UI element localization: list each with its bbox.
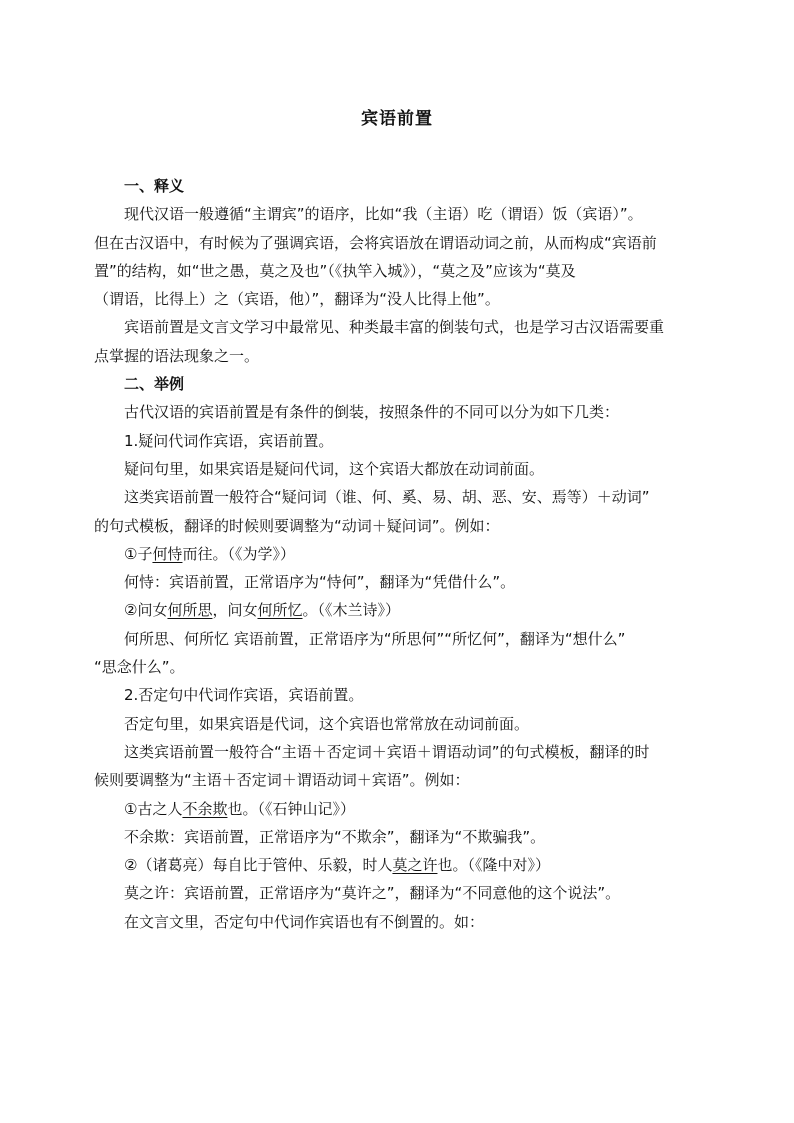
text-run: ①古之人 xyxy=(124,799,183,818)
text-line xyxy=(94,342,706,370)
text-line xyxy=(94,795,706,823)
underlined-phrase: 何所忆 xyxy=(257,601,303,620)
text-run: 这类宾语前置一般符合“疑问词（谁、何、奚、易、胡、恶、安、焉等）＋动词” xyxy=(124,488,650,507)
text-run: 一、释义 xyxy=(124,177,185,195)
text-run: “思念什么”。 xyxy=(94,658,185,677)
text-line xyxy=(94,229,706,257)
text-run: 古代汉语的宾语前置是有条件的倒装，按照条件的不同可以分为如下几类： xyxy=(124,403,620,422)
text-run: （谓语，比得上）之（宾语，他）”，翻译为“没人比得上他”。 xyxy=(94,290,500,309)
text-line xyxy=(94,908,706,936)
text-run: ①子 xyxy=(124,544,153,563)
text-run: 置”的结构，如“世之愚，莫之及也”（《执竿入城》），“莫之及”应该为“莫及 xyxy=(94,261,576,280)
text-line xyxy=(94,257,706,285)
underlined-phrase: 莫之许 xyxy=(392,856,438,875)
section-heading xyxy=(94,172,706,200)
underlined-phrase: 不余欺 xyxy=(182,799,228,818)
text-run: ②（诸葛亮）每自比于管仲、乐毅，时人 xyxy=(124,856,393,875)
text-run: 1.疑问代词作宾语，宾语前置。 xyxy=(124,431,334,450)
text-run: 何恃：宾语前置，正常语序为“恃何”，翻译为“凭借什么”。 xyxy=(124,573,516,592)
text-line xyxy=(94,455,706,483)
text-run: 。（《木兰诗》） xyxy=(302,601,401,620)
text-line xyxy=(94,596,706,624)
text-line xyxy=(94,540,706,568)
text-run: 现代汉语一般遵循“主谓宾”的语序，比如“我（主语）吃（谓语）饭（宾语）”。 xyxy=(124,205,643,224)
text-run: 莫之许：宾语前置，正常语序为“莫许之”，翻译为“不同意他的这个说法”。 xyxy=(124,884,621,903)
text-run: 在文言文里，否定句中代词作宾语也有不倒置的。如： xyxy=(124,912,485,931)
text-line xyxy=(94,823,706,851)
section-heading xyxy=(94,370,706,398)
text-line xyxy=(94,653,706,681)
text-line xyxy=(94,879,706,907)
text-run: 否定句里，如果宾语是代词，这个宾语也常常放在动词前面。 xyxy=(124,714,530,733)
text-line xyxy=(94,427,706,455)
text-run: 宾语前置是文言文学习中最常见、种类最丰富的倒装句式，也是学习古汉语需要重 xyxy=(124,318,665,337)
text-line xyxy=(94,313,706,341)
text-run: 但在古汉语中，有时候为了强调宾语，会将宾语放在谓语动词之前，从而构成“宾语前 xyxy=(94,233,657,252)
underlined-phrase: 何恃 xyxy=(152,544,183,563)
text-line xyxy=(94,398,706,426)
text-run: 也。（《石钟山记》） xyxy=(227,799,355,818)
text-run: 候则要调整为“主语＋否定词＋谓语动词＋宾语”。例如： xyxy=(94,771,470,790)
text-run: 也。（《隆中对》） xyxy=(437,856,550,875)
text-line xyxy=(94,285,706,313)
text-line xyxy=(94,710,706,738)
text-line xyxy=(94,483,706,511)
text-run: 点掌握的语法现象之一。 xyxy=(94,346,260,365)
text-line xyxy=(94,766,706,794)
text-run: 2.否定句中代词作宾语，宾语前置。 xyxy=(124,686,364,705)
text-run: 的句式模板，翻译的时候则要调整为“动词＋疑问词”。例如： xyxy=(94,516,500,535)
text-line xyxy=(94,568,706,596)
text-run: 这类宾语前置一般符合“主语＋否定词＋宾语＋谓语动词”的句式模板，翻译的时 xyxy=(124,742,650,761)
underlined-phrase: 何所思 xyxy=(167,601,213,620)
text-line xyxy=(94,200,706,228)
text-line xyxy=(94,625,706,653)
text-run: ，问女 xyxy=(212,601,258,620)
page-title: 宾语前置 xyxy=(361,109,433,129)
text-run: ②问女 xyxy=(124,601,168,620)
text-run: 而往。（《为学》） xyxy=(182,544,295,563)
text-run: 何所思、何所忆 宾语前置，正常语序为“所思何”“所忆何”，翻译为“想什么” xyxy=(124,629,626,648)
text-run: 二、举例 xyxy=(124,375,185,394)
text-line xyxy=(94,681,706,709)
text-line xyxy=(94,512,706,540)
text-run: 不余欺：宾语前置，正常语序为“不欺余”，翻译为“不欺骗我”。 xyxy=(124,827,546,846)
text-line xyxy=(94,738,706,766)
text-run: 疑问句里，如果宾语是疑问代词，这个宾语大都放在动词前面。 xyxy=(124,459,545,478)
document-body xyxy=(94,172,706,936)
text-line xyxy=(94,851,706,879)
